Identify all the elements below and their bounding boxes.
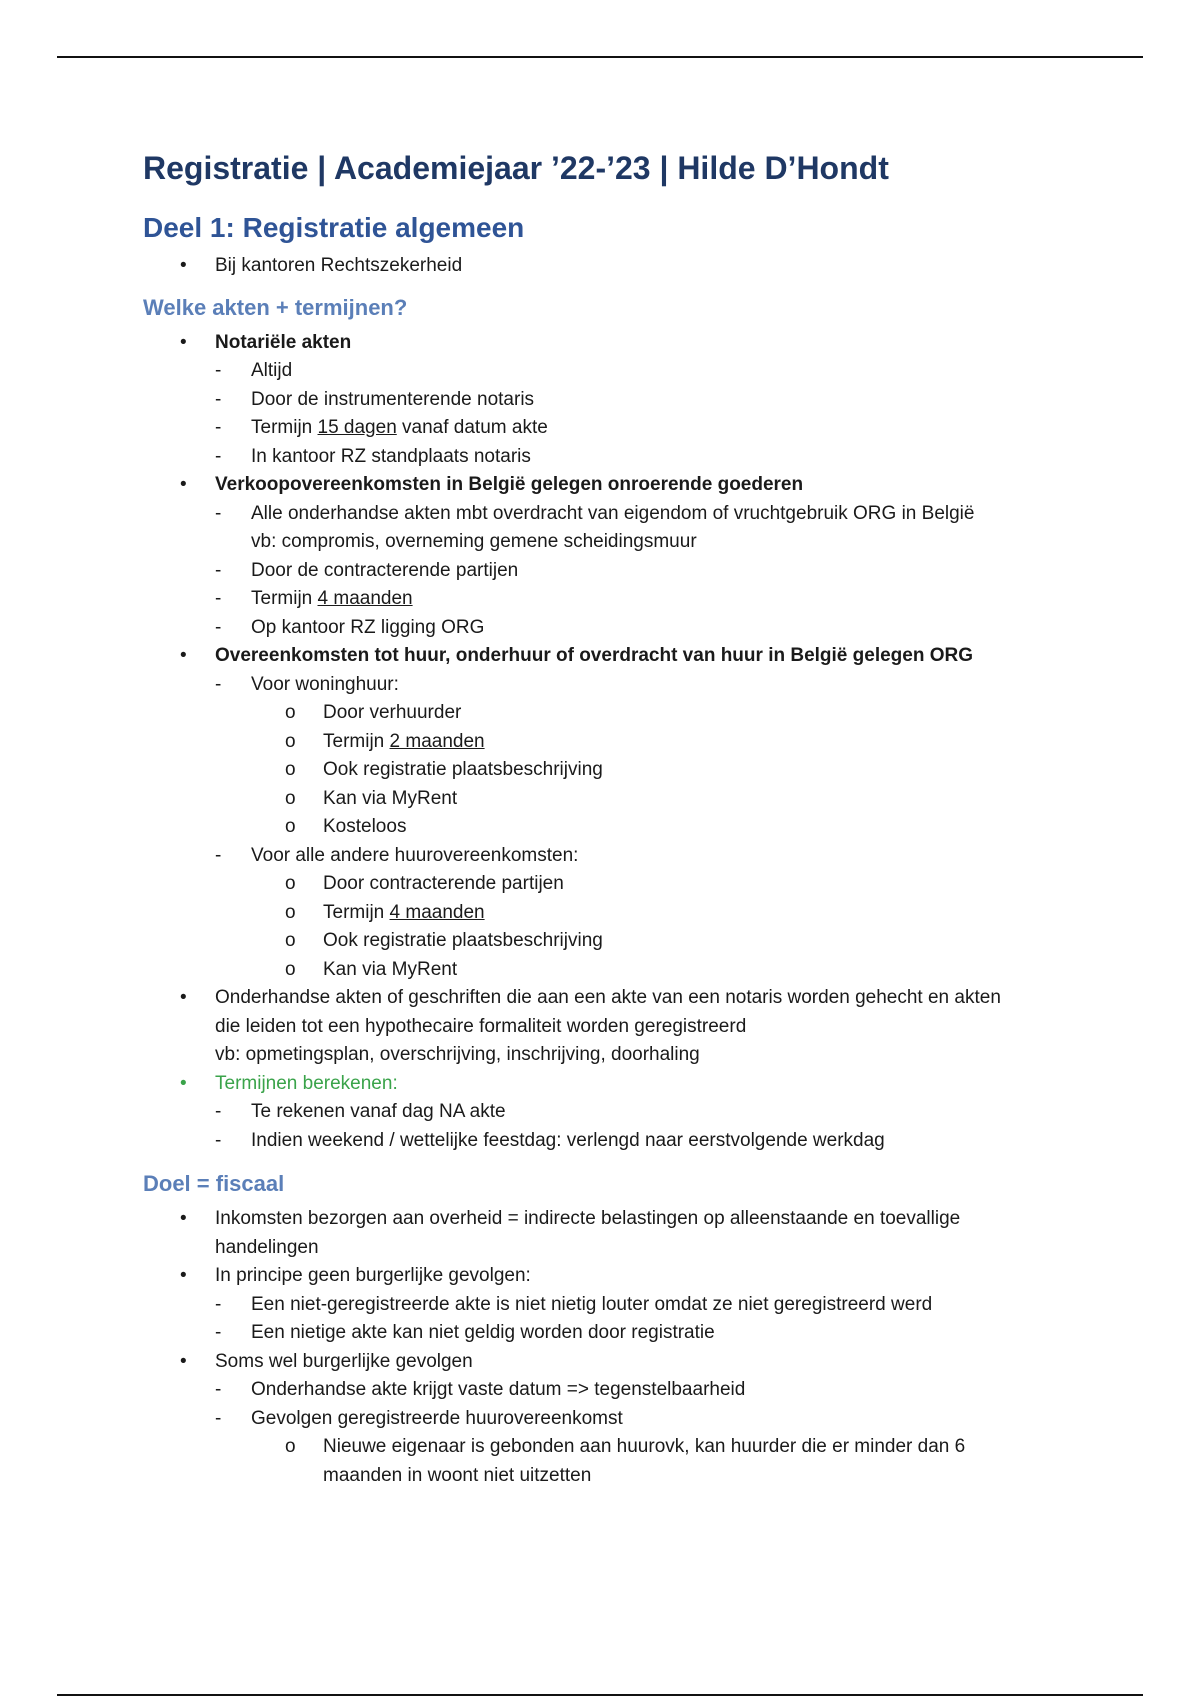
bullet-icon: • [180,645,187,666]
circle-icon: o [285,816,296,837]
list-item: • Verkoopovereenkomsten in België gelegen onroerende goederen - Alle onderhandse akten mbt overdracht van eigendom of vruchtgebruik ORG in België vb: compromis, overneming gemene scheidingsmuur - Door de contracterende partijen - Termijn 4 maanden - Op kantoor RZ ligging ORG [143,471,1063,642]
dash-icon: - [215,1293,222,1315]
dash-icon: - [215,1407,222,1429]
list-item: • Termijnen berekenen: - Te rekenen vanaf dag NA akte - Indien weekend / wettelijke feestdag: verlengd naar eerstvolgende werkdag [143,1070,1063,1156]
list-item: • Overeenkomsten tot huur, onderhuur of overdracht van huur in België gelegen ORG - Voor woninghuur: o Door verhuurder o Termijn 2 maanden o Ook registratie plaatsbeschrijving o Kan via MyRent o Kosteloos - Voor alle andere huurovereenkomsten: o Door contracterende partijen o Termijn 4 maanden o Ook registratie plaatsbeschrijving o Kan via MyRent [143,642,1063,984]
dash-icon: - [215,1129,222,1151]
document-title: Registratie | Academiejaar ’22-’23 | Hilde D’Hondt [143,150,889,186]
dash-icon: - [215,616,222,638]
heading-deel1: Deel 1: Registratie algemeen [143,212,525,243]
circle-icon: o [285,730,296,752]
list-item: - Door de contracterende partijen [215,557,1063,586]
dash-icon: - [215,502,222,524]
list-item: o Nieuwe eigenaar is gebonden aan huurovk, kan huurder die er minder dan 6 maanden in woont niet uitzetten [251,1433,1063,1490]
list-item: - Voor alle andere huurovereenkomsten: o Door contracterende partijen o Termijn 4 maanden o Ook registratie plaatsbeschrijving o Kan via MyRent [215,842,1063,985]
list-item: • In principe geen burgerlijke gevolgen: - Een niet-geregistreerde akte is niet nietig louter omdat ze niet geregistreerd werd - Een nietige akte kan niet geldig worden door registratie [143,1262,1063,1348]
circle-icon: o [285,958,296,980]
list-deel1 [143,252,1063,281]
dash-icon: - [215,844,222,866]
list-item: o Door contracterende partijen [251,870,1063,899]
bullet-icon: • [180,987,187,1008]
list-item: o Termijn 4 maanden [251,899,1063,928]
bottom-rule [57,1694,1143,1696]
circle-icon: o [285,930,296,951]
list-item: • Notariële akten - Altijd - Door de instrumenterende notaris - Termijn 15 dagen vanaf datum akte - In kantoor RZ standplaats notaris [143,329,1063,472]
list-item: o Kan via MyRent [251,956,1063,985]
list-item: - Termijn 15 dagen vanaf datum akte [215,414,1063,443]
top-rule [57,56,1143,58]
list-item: o Ook registratie plaatsbeschrijving [251,756,1063,785]
dash-icon: - [215,1101,222,1122]
bullet-icon: • [180,1208,187,1229]
list-item: - Altijd [215,357,1063,386]
list-item: - Onderhandse akte krijgt vaste datum => tegenstelbaarheid [215,1376,1063,1405]
dash-icon: - [215,673,222,695]
circle-icon: o [285,702,296,723]
document-page [143,150,1063,1490]
bullet-icon: • [180,474,187,495]
list-welke-akten [143,329,1063,1156]
list-item: • Bij kantoren Rechtszekerheid [143,252,1063,281]
list-item: - Voor woninghuur: o Door verhuurder o Termijn 2 maanden o Ook registratie plaatsbeschrijving o Kan via MyRent o Kosteloos [215,671,1063,842]
bullet-icon: • [180,1072,187,1094]
list-item: - In kantoor RZ standplaats notaris [215,443,1063,472]
dash-icon: - [215,388,222,410]
dash-icon: - [215,559,222,581]
list-item: - Gevolgen geregistreerde huurovereenkomst o Nieuwe eigenaar is gebonden aan huurovk, kan huurder die er minder dan 6 maanden in woont niet uitzetten [215,1405,1063,1491]
dash-icon: - [215,1379,222,1400]
dash-icon: - [215,445,222,467]
circle-icon: o [285,787,296,809]
list-item: o Ook registratie plaatsbeschrijving [251,927,1063,956]
list-item: - Een nietige akte kan niet geldig worden door registratie [215,1319,1063,1348]
list-item: - Een niet-geregistreerde akte is niet nietig louter omdat ze niet geregistreerd werd [215,1291,1063,1320]
list-item: - Alle onderhandse akten mbt overdracht van eigendom of vruchtgebruik ORG in België vb: compromis, overneming gemene scheidingsmuur [215,500,1063,557]
heading-welke-akten: Welke akten + termijnen? [143,294,408,320]
dash-icon: - [215,1322,222,1343]
circle-icon: o [285,759,296,780]
list-item: • Inkomsten bezorgen aan overheid = indirecte belastingen op alleenstaande en toevallige handelingen [143,1205,1063,1262]
dash-icon: - [215,417,222,438]
dash-icon: - [215,360,222,381]
list-item: - Termijn 4 maanden [215,585,1063,614]
circle-icon: o [285,1436,296,1457]
list-item: - Op kantoor RZ ligging ORG [215,614,1063,643]
list-item: - Door de instrumenterende notaris [215,386,1063,415]
list-item: o Termijn 2 maanden [251,728,1063,757]
list-item: - Te rekenen vanaf dag NA akte [215,1098,1063,1127]
bullet-icon: • [180,1350,187,1372]
circle-icon: o [285,901,296,923]
list-item: - Indien weekend / wettelijke feestdag: verlengd naar eerstvolgende werkdag [215,1127,1063,1156]
bullet-icon: • [180,255,187,276]
heading-doel: Doel = fiscaal [143,1171,285,1196]
list-item: • Onderhandse akten of geschriften die aan een akte van een notaris worden gehecht en akten die leiden tot een hypothecaire formaliteit worden geregistreerd vb: opmetingsplan, overschrijving, inschrijving, doorhaling [143,984,1063,1070]
list-item: o Door verhuurder [251,699,1063,728]
list-item: o Kan via MyRent [251,785,1063,814]
dash-icon: - [215,588,222,609]
list-item: o Kosteloos [251,813,1063,842]
list-item: • Soms wel burgerlijke gevolgen - Onderhandse akte krijgt vaste datum => tegenstelbaarheid - Gevolgen geregistreerde huurovereenkomst o Nieuwe eigenaar is gebonden aan huurovk, kan huurder die er minder dan 6 maanden in woont niet uitzetten [143,1348,1063,1491]
list-doel [143,1205,1063,1490]
bullet-icon: • [180,1265,187,1286]
circle-icon: o [285,873,296,894]
bullet-icon: • [180,331,187,353]
